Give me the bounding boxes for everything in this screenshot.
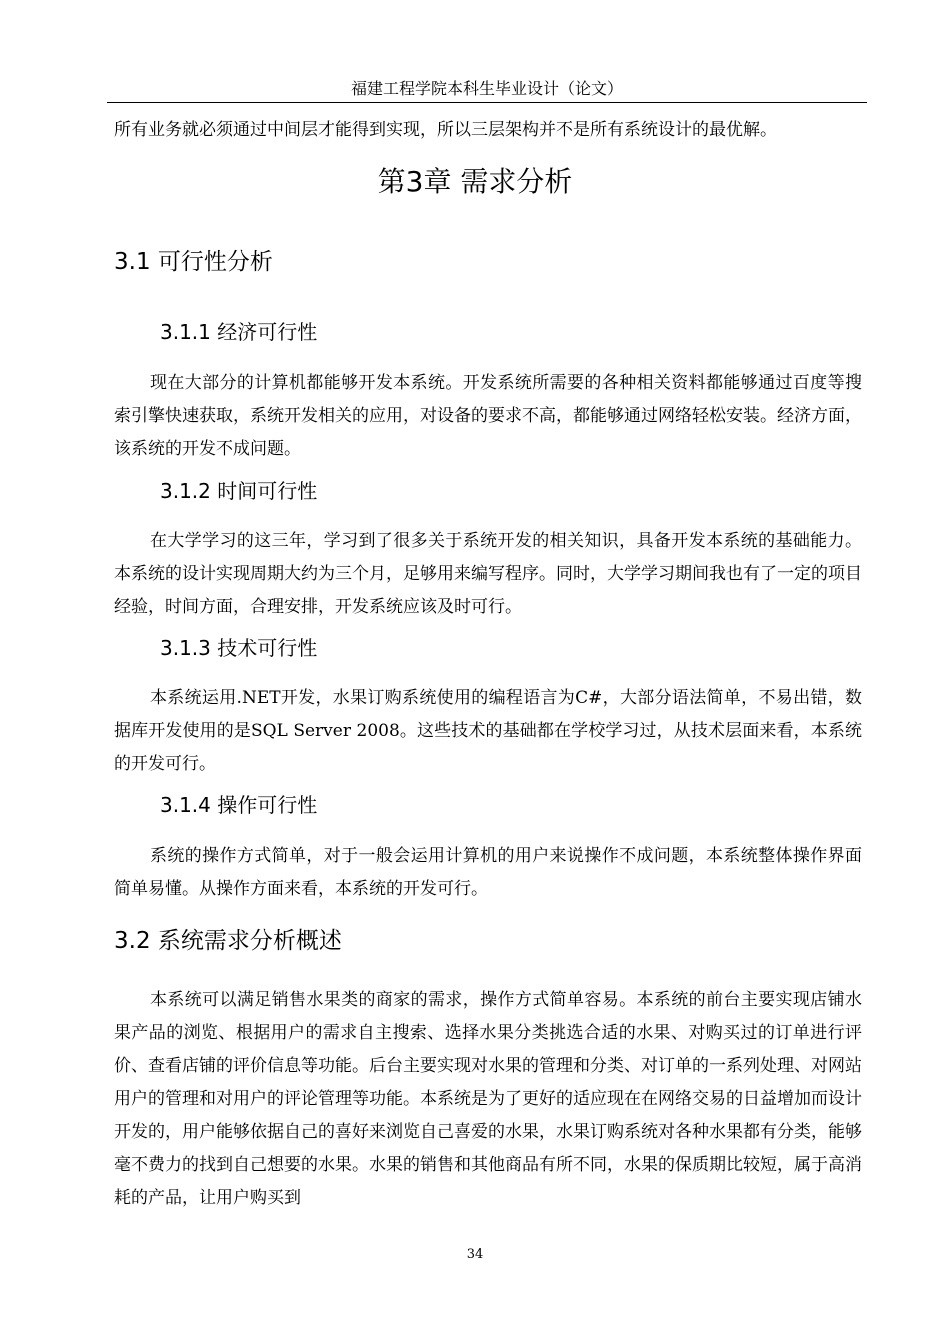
running-header: 福建工程学院本科生毕业设计（论文）	[350, 79, 623, 98]
header-divider	[107, 102, 867, 103]
chapter-title: 第3章 需求分析	[377, 165, 573, 198]
paragraph-3-1-4: 系统的操作方式简单，对于一般会运用计算机的用户来说操作不成问题，本系统整体操作界面简单易懂。从操作方面来看，本系统的开发可行。	[114, 846, 862, 899]
subsection-heading-3-1-4: 3.1.4 操作可行性	[160, 793, 318, 817]
paragraph-3-1-3: 本系统运用.NET开发，水果订购系统使用的编程语言为C#，大部分语法简单，不易出错，数据库开发使用的是SQL Server 2008。这些技术的基础都在学校学习过，从技术层面来看，本系统的开发可行。	[114, 688, 862, 774]
subsection-heading-3-1-1: 3.1.1 经济可行性	[160, 320, 318, 344]
paragraph-3-1-2: 在大学学习的这三年，学习到了很多关于系统开发的相关知识，具备开发本系统的基础能力。本系统的设计实现周期大约为三个月，足够用来编写程序。同时，大学学习期间我也有了一定的项目经验，时间方面，合理安排，开发系统应该及时可行。	[114, 531, 862, 617]
paragraph-3-1-1: 现在大部分的计算机都能够开发本系统。开发系统所需要的各种相关资料都能够通过百度等搜索引擎快速获取，系统开发相关的应用，对设备的要求不高，都能够通过网络轻松安装。经济方面，该系统的开发不成问题。	[114, 373, 862, 459]
paragraph-3-2: 本系统可以满足销售水果类的商家的需求，操作方式简单容易。本系统的前台主要实现店铺水果产品的浏览、根据用户的需求自主搜索、选择水果分类挑选合适的水果、对购买过的订单进行评价、查看店铺的评价信息等功能。后台主要实现对水果的管理和分类、对订单的一系列处理、对网站用户的管理和对用户的评论管理等功能。本系统是为了更好的适应现在在网络交易的日益增加而设计开发的，用户能够依据自己的喜好来浏览自己喜爱的水果，水果订购系统对各种水果都有分类，能够毫不费力的找到自己想要的水果。水果的销售和其他商品有所不同，水果的保质期比较短，属于高消耗的产品，让用户购买到	[114, 990, 862, 1208]
subsection-heading-3-1-3: 3.1.3 技术可行性	[160, 636, 318, 660]
subsection-heading-3-1-2: 3.1.2 时间可行性	[160, 479, 318, 503]
page-number: 34	[466, 1247, 484, 1262]
section-heading-3-1: 3.1 可行性分析	[114, 249, 273, 275]
intro-paragraph: 所有业务就必须通过中间层才能得到实现，所以三层架构并不是所有系统设计的最优解。	[114, 120, 777, 140]
section-heading-3-2: 3.2 系统需求分析概述	[114, 928, 342, 954]
